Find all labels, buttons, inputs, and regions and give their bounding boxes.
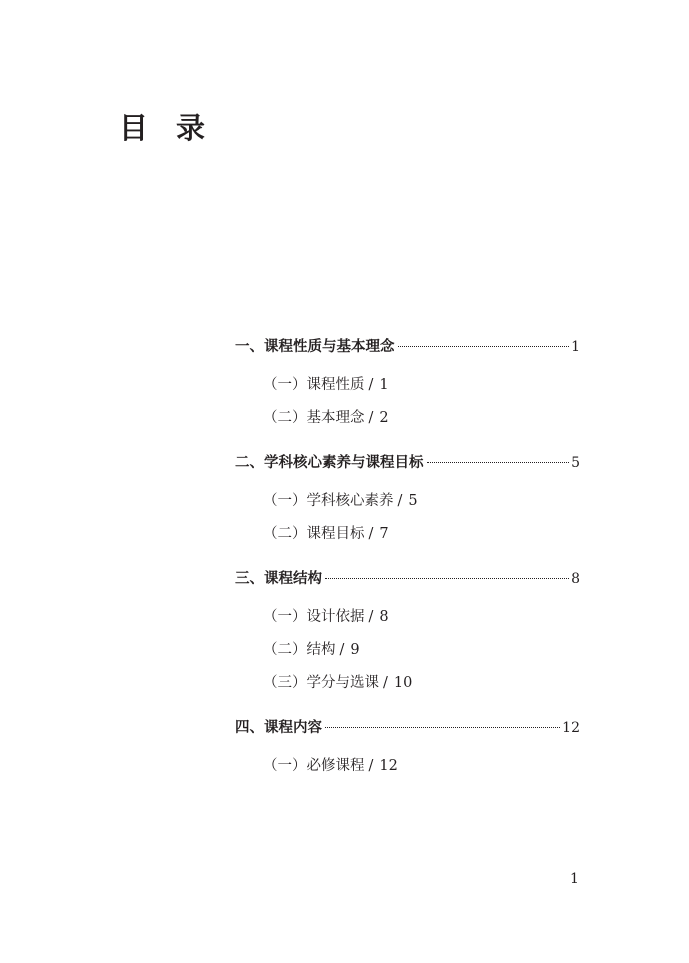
separator: / xyxy=(339,642,345,658)
separator: / xyxy=(368,526,374,542)
toc-entry-label: 四、课程内容 xyxy=(235,719,322,736)
toc-entry-label: 三、课程结构 xyxy=(235,570,322,587)
toc-subentry-page: 1 xyxy=(379,377,389,393)
toc-subentry[interactable] xyxy=(235,518,580,551)
toc-entry-page: 5 xyxy=(571,455,580,471)
toc-subentry-page: 9 xyxy=(350,642,360,658)
toc-entry-2[interactable] xyxy=(235,451,580,475)
toc-subentry-page: 5 xyxy=(408,493,418,509)
toc-subentry[interactable] xyxy=(235,369,580,402)
toc-entry-label: 二、学科核心素养与课程目标 xyxy=(235,454,424,471)
toc-subentry[interactable] xyxy=(235,634,580,667)
dot-leader xyxy=(325,578,569,579)
toc-entry-3[interactable] xyxy=(235,567,580,591)
separator: / xyxy=(368,609,374,625)
toc-subentry-label: （二）结构 xyxy=(263,642,336,658)
toc-entry-page: 12 xyxy=(562,720,580,736)
page-title xyxy=(119,106,205,147)
title-char-2: 录 xyxy=(176,111,206,145)
toc-subentry-label: （三）学分与选课 xyxy=(263,675,379,691)
toc-subentry-page: 2 xyxy=(379,410,389,426)
toc-entry-page: 1 xyxy=(571,339,580,355)
separator: / xyxy=(368,758,374,774)
separator: / xyxy=(368,377,374,393)
title-char-1: 目 xyxy=(119,111,149,145)
toc-subentry-label: （一）课程性质 xyxy=(263,377,365,393)
toc-entry-page: 8 xyxy=(571,571,580,587)
dot-leader xyxy=(325,727,560,728)
toc-subentry-label: （一）学科核心素养 xyxy=(263,493,394,509)
toc-subentry[interactable] xyxy=(235,485,580,518)
toc-subentry-page: 7 xyxy=(379,526,389,542)
toc-subentry-label: （二）课程目标 xyxy=(263,526,365,542)
toc-entry-label: 一、课程性质与基本理念 xyxy=(235,338,395,355)
toc-subentry-page: 10 xyxy=(393,675,413,691)
table-of-contents xyxy=(235,335,580,783)
toc-subentry-label: （一）设计依据 xyxy=(263,609,365,625)
toc-subentry[interactable] xyxy=(235,601,580,634)
toc-entry-4[interactable] xyxy=(235,716,580,740)
toc-subentry[interactable] xyxy=(235,667,580,700)
dot-leader xyxy=(427,462,570,463)
dot-leader xyxy=(398,346,570,347)
toc-subentry[interactable] xyxy=(235,402,580,435)
toc-subentry-label: （二）基本理念 xyxy=(263,410,365,426)
toc-subentry-label: （一）必修课程 xyxy=(263,758,365,774)
toc-subentry-page: 12 xyxy=(379,758,398,774)
separator: / xyxy=(368,410,374,426)
toc-subentry[interactable] xyxy=(235,750,580,783)
page-number: 1 xyxy=(570,871,579,887)
separator: / xyxy=(397,493,403,509)
toc-subentry-page: 8 xyxy=(379,609,389,625)
separator: / xyxy=(383,675,388,691)
toc-entry-1[interactable] xyxy=(235,335,580,359)
